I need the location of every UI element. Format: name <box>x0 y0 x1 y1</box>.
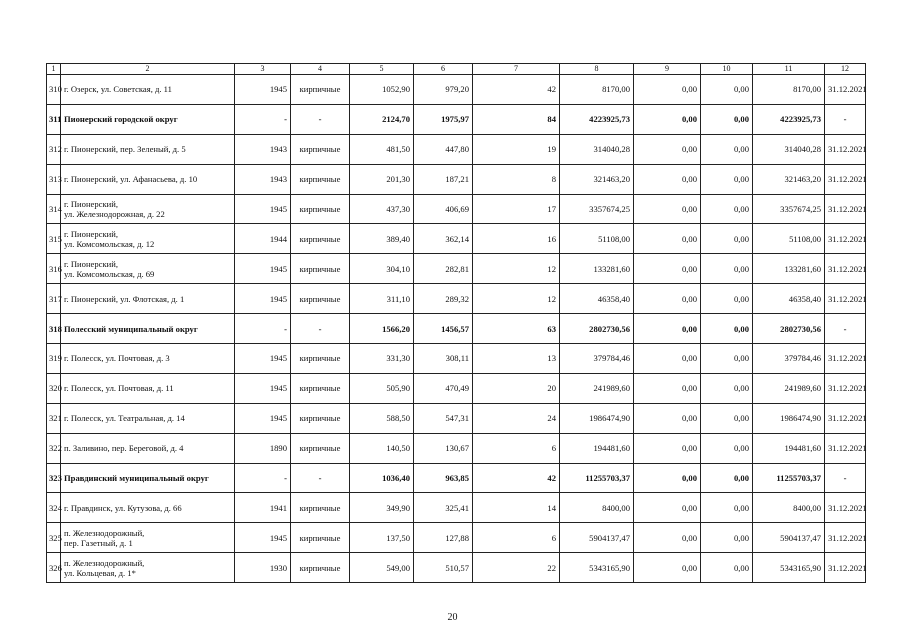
deadline-cell: - <box>825 463 866 493</box>
total-cost-cell: 8170,00 <box>560 75 634 105</box>
address-cell: Полесский муниципальный округ <box>61 314 235 344</box>
column-number: 7 <box>473 64 560 75</box>
table-row <box>47 254 866 284</box>
residents-cell: 6 <box>473 523 560 553</box>
regional-budget-cell: 0,00 <box>701 194 753 224</box>
residents-cell: 20 <box>473 373 560 403</box>
column-number: 4 <box>291 64 350 75</box>
year-cell: 1945 <box>235 373 291 403</box>
total-area-cell: 437,30 <box>350 194 414 224</box>
total-area-cell: 201,30 <box>350 164 414 194</box>
subtotal-row <box>47 314 866 344</box>
residents-cell: 17 <box>473 194 560 224</box>
deadline-cell: 31.12.2021 <box>825 433 866 463</box>
total-area-cell: 137,50 <box>350 523 414 553</box>
local-budget-cell: 1986474,90 <box>753 403 825 433</box>
row-number-cell: 314 <box>47 194 61 224</box>
regional-budget-cell: 0,00 <box>701 433 753 463</box>
fund-cost-cell: 0,00 <box>634 433 701 463</box>
year-cell: 1930 <box>235 553 291 583</box>
year-cell: 1945 <box>235 194 291 224</box>
address-cell: г. Полесск, ул. Почтовая, д. 3 <box>61 344 235 374</box>
regional-budget-cell: 0,00 <box>701 284 753 314</box>
regional-budget-cell: 0,00 <box>701 553 753 583</box>
wall-material-cell: кирпичные <box>291 164 350 194</box>
year-cell: - <box>235 314 291 344</box>
row-number-cell: 322 <box>47 433 61 463</box>
row-number-cell: 312 <box>47 134 61 164</box>
residents-cell: 24 <box>473 403 560 433</box>
deadline-cell: 31.12.2021 <box>825 493 866 523</box>
total-area-cell: 505,90 <box>350 373 414 403</box>
address-cell: г. Полесск, ул. Театральная, д. 14 <box>61 403 235 433</box>
local-budget-cell: 46358,40 <box>753 284 825 314</box>
year-cell: 1945 <box>235 344 291 374</box>
regional-budget-cell: 0,00 <box>701 403 753 433</box>
fund-cost-cell: 0,00 <box>634 314 701 344</box>
address-cell: г. Озерск, ул. Советская, д. 11 <box>61 75 235 105</box>
table-row <box>47 344 866 374</box>
fund-cost-cell: 0,00 <box>634 344 701 374</box>
living-area-cell: 362,14 <box>414 224 473 254</box>
total-area-cell: 140,50 <box>350 433 414 463</box>
row-number-cell: 311 <box>47 104 61 134</box>
total-area-cell: 304,10 <box>350 254 414 284</box>
year-cell: 1890 <box>235 433 291 463</box>
wall-material-cell: кирпичные <box>291 224 350 254</box>
fund-cost-cell: 0,00 <box>634 553 701 583</box>
total-area-cell: 311,10 <box>350 284 414 314</box>
total-area-cell: 389,40 <box>350 224 414 254</box>
address-cell: г. Пионерский, ул. Флотская, д. 1 <box>61 284 235 314</box>
deadline-cell: 31.12.2021 <box>825 344 866 374</box>
table-row <box>47 373 866 403</box>
table-row <box>47 194 866 224</box>
column-number: 1 <box>47 64 61 75</box>
local-budget-cell: 11255703,37 <box>753 463 825 493</box>
wall-material-cell: - <box>291 314 350 344</box>
deadline-cell: 31.12.2021 <box>825 403 866 433</box>
subtotal-row <box>47 463 866 493</box>
living-area-cell: 470,49 <box>414 373 473 403</box>
residents-cell: 16 <box>473 224 560 254</box>
living-area-cell: 963,85 <box>414 463 473 493</box>
row-number-cell: 319 <box>47 344 61 374</box>
local-budget-cell: 51108,00 <box>753 224 825 254</box>
address-cell: Правдинский муниципальный округ <box>61 463 235 493</box>
year-cell: 1943 <box>235 134 291 164</box>
residents-cell: 63 <box>473 314 560 344</box>
regional-budget-cell: 0,00 <box>701 134 753 164</box>
fund-cost-cell: 0,00 <box>634 104 701 134</box>
row-number-cell: 325 <box>47 523 61 553</box>
regional-budget-cell: 0,00 <box>701 373 753 403</box>
regional-budget-cell: 0,00 <box>701 493 753 523</box>
table-row <box>47 164 866 194</box>
deadline-cell: 31.12.2021 <box>825 284 866 314</box>
year-cell: - <box>235 104 291 134</box>
local-budget-cell: 241989,60 <box>753 373 825 403</box>
total-area-cell: 481,50 <box>350 134 414 164</box>
residents-cell: 12 <box>473 254 560 284</box>
living-area-cell: 979,20 <box>414 75 473 105</box>
total-area-cell: 349,90 <box>350 493 414 523</box>
wall-material-cell: кирпичные <box>291 523 350 553</box>
total-area-cell: 331,30 <box>350 344 414 374</box>
column-number-row <box>47 64 866 75</box>
table-row <box>47 224 866 254</box>
column-number: 5 <box>350 64 414 75</box>
column-number: 8 <box>560 64 634 75</box>
living-area-cell: 130,67 <box>414 433 473 463</box>
table-row <box>47 523 866 553</box>
regional-budget-cell: 0,00 <box>701 523 753 553</box>
row-number-cell: 318 <box>47 314 61 344</box>
local-budget-cell: 4223925,73 <box>753 104 825 134</box>
wall-material-cell: кирпичные <box>291 284 350 314</box>
deadline-cell: 31.12.2021 <box>825 164 866 194</box>
living-area-cell: 406,69 <box>414 194 473 224</box>
deadline-cell: - <box>825 314 866 344</box>
total-area-cell: 1052,90 <box>350 75 414 105</box>
wall-material-cell: кирпичные <box>291 194 350 224</box>
column-number: 12 <box>825 64 866 75</box>
row-number-cell: 313 <box>47 164 61 194</box>
total-cost-cell: 5904137,47 <box>560 523 634 553</box>
address-cell: Пионерский городской округ <box>61 104 235 134</box>
table-row <box>47 284 866 314</box>
page-number: 20 <box>447 612 458 623</box>
total-cost-cell: 321463,20 <box>560 164 634 194</box>
row-number-cell: 324 <box>47 493 61 523</box>
year-cell: 1943 <box>235 164 291 194</box>
year-cell: 1945 <box>235 75 291 105</box>
deadline-cell: 31.12.2021 <box>825 134 866 164</box>
total-cost-cell: 379784,46 <box>560 344 634 374</box>
year-cell: 1945 <box>235 523 291 553</box>
address-cell: г. Пионерский, ул. Комсомольская, д. 69 <box>61 254 235 284</box>
table-row <box>47 403 866 433</box>
local-budget-cell: 133281,60 <box>753 254 825 284</box>
row-number-cell: 315 <box>47 224 61 254</box>
row-number-cell: 320 <box>47 373 61 403</box>
fund-cost-cell: 0,00 <box>634 403 701 433</box>
regional-budget-cell: 0,00 <box>701 75 753 105</box>
living-area-cell: 547,31 <box>414 403 473 433</box>
local-budget-cell: 194481,60 <box>753 433 825 463</box>
living-area-cell: 289,32 <box>414 284 473 314</box>
regional-budget-cell: 0,00 <box>701 104 753 134</box>
residents-cell: 14 <box>473 493 560 523</box>
local-budget-cell: 8400,00 <box>753 493 825 523</box>
wall-material-cell: кирпичные <box>291 493 350 523</box>
table-row <box>47 134 866 164</box>
column-number: 2 <box>61 64 235 75</box>
deadline-cell: 31.12.2021 <box>825 194 866 224</box>
wall-material-cell: кирпичные <box>291 373 350 403</box>
local-budget-cell: 321463,20 <box>753 164 825 194</box>
housing-table <box>46 63 866 583</box>
fund-cost-cell: 0,00 <box>634 134 701 164</box>
year-cell: 1945 <box>235 284 291 314</box>
residents-cell: 19 <box>473 134 560 164</box>
column-number: 6 <box>414 64 473 75</box>
wall-material-cell: кирпичные <box>291 553 350 583</box>
deadline-cell: 31.12.2021 <box>825 553 866 583</box>
wall-material-cell: кирпичные <box>291 403 350 433</box>
column-number: 9 <box>634 64 701 75</box>
regional-budget-cell: 0,00 <box>701 164 753 194</box>
year-cell: 1945 <box>235 254 291 284</box>
living-area-cell: 187,21 <box>414 164 473 194</box>
total-cost-cell: 11255703,37 <box>560 463 634 493</box>
local-budget-cell: 5904137,47 <box>753 523 825 553</box>
wall-material-cell: кирпичные <box>291 75 350 105</box>
total-cost-cell: 46358,40 <box>560 284 634 314</box>
address-cell: п. Заливино, пер. Береговой, д. 4 <box>61 433 235 463</box>
fund-cost-cell: 0,00 <box>634 194 701 224</box>
local-budget-cell: 379784,46 <box>753 344 825 374</box>
fund-cost-cell: 0,00 <box>634 463 701 493</box>
fund-cost-cell: 0,00 <box>634 224 701 254</box>
regional-budget-cell: 0,00 <box>701 344 753 374</box>
column-number: 3 <box>235 64 291 75</box>
total-cost-cell: 2802730,56 <box>560 314 634 344</box>
total-area-cell: 549,00 <box>350 553 414 583</box>
total-cost-cell: 241989,60 <box>560 373 634 403</box>
year-cell: 1945 <box>235 403 291 433</box>
total-cost-cell: 51108,00 <box>560 224 634 254</box>
total-cost-cell: 194481,60 <box>560 433 634 463</box>
total-cost-cell: 1986474,90 <box>560 403 634 433</box>
year-cell: 1941 <box>235 493 291 523</box>
fund-cost-cell: 0,00 <box>634 493 701 523</box>
total-area-cell: 1566,20 <box>350 314 414 344</box>
table-row <box>47 433 866 463</box>
table-row <box>47 75 866 105</box>
fund-cost-cell: 0,00 <box>634 523 701 553</box>
residents-cell: 42 <box>473 75 560 105</box>
living-area-cell: 447,80 <box>414 134 473 164</box>
residents-cell: 12 <box>473 284 560 314</box>
address-cell: г. Пионерский, ул. Железнодорожная, д. 22 <box>61 194 235 224</box>
subtotal-row <box>47 104 866 134</box>
column-number: 11 <box>753 64 825 75</box>
living-area-cell: 325,41 <box>414 493 473 523</box>
living-area-cell: 1975,97 <box>414 104 473 134</box>
fund-cost-cell: 0,00 <box>634 284 701 314</box>
wall-material-cell: - <box>291 104 350 134</box>
total-cost-cell: 4223925,73 <box>560 104 634 134</box>
table-body <box>47 64 866 583</box>
living-area-cell: 1456,57 <box>414 314 473 344</box>
deadline-cell: - <box>825 104 866 134</box>
row-number-cell: 310 <box>47 75 61 105</box>
address-cell: п. Железнодорожный, ул. Кольцевая, д. 1* <box>61 553 235 583</box>
total-cost-cell: 8400,00 <box>560 493 634 523</box>
wall-material-cell: - <box>291 463 350 493</box>
row-number-cell: 317 <box>47 284 61 314</box>
fund-cost-cell: 0,00 <box>634 75 701 105</box>
address-cell: г. Пионерский, ул. Афанасьева, д. 10 <box>61 164 235 194</box>
total-cost-cell: 314040,28 <box>560 134 634 164</box>
address-cell: п. Железнодорожный, пер. Газетный, д. 1 <box>61 523 235 553</box>
local-budget-cell: 314040,28 <box>753 134 825 164</box>
residents-cell: 6 <box>473 433 560 463</box>
fund-cost-cell: 0,00 <box>634 164 701 194</box>
total-area-cell: 1036,40 <box>350 463 414 493</box>
column-number: 10 <box>701 64 753 75</box>
local-budget-cell: 8170,00 <box>753 75 825 105</box>
regional-budget-cell: 0,00 <box>701 224 753 254</box>
table-row <box>47 493 866 523</box>
deadline-cell: 31.12.2021 <box>825 254 866 284</box>
local-budget-cell: 2802730,56 <box>753 314 825 344</box>
deadline-cell: 31.12.2021 <box>825 373 866 403</box>
living-area-cell: 510,57 <box>414 553 473 583</box>
address-cell: г. Пионерский, ул. Комсомольская, д. 12 <box>61 224 235 254</box>
living-area-cell: 127,88 <box>414 523 473 553</box>
total-area-cell: 2124,70 <box>350 104 414 134</box>
wall-material-cell: кирпичные <box>291 344 350 374</box>
deadline-cell: 31.12.2021 <box>825 224 866 254</box>
wall-material-cell: кирпичные <box>291 134 350 164</box>
regional-budget-cell: 0,00 <box>701 314 753 344</box>
wall-material-cell: кирпичные <box>291 433 350 463</box>
wall-material-cell: кирпичные <box>291 254 350 284</box>
residents-cell: 84 <box>473 104 560 134</box>
table-row <box>47 553 866 583</box>
local-budget-cell: 5343165,90 <box>753 553 825 583</box>
regional-budget-cell: 0,00 <box>701 254 753 284</box>
total-cost-cell: 133281,60 <box>560 254 634 284</box>
regional-budget-cell: 0,00 <box>701 463 753 493</box>
row-number-cell: 323 <box>47 463 61 493</box>
local-budget-cell: 3357674,25 <box>753 194 825 224</box>
year-cell: 1944 <box>235 224 291 254</box>
deadline-cell: 31.12.2021 <box>825 75 866 105</box>
row-number-cell: 321 <box>47 403 61 433</box>
row-number-cell: 326 <box>47 553 61 583</box>
total-cost-cell: 3357674,25 <box>560 194 634 224</box>
row-number-cell: 316 <box>47 254 61 284</box>
residents-cell: 22 <box>473 553 560 583</box>
living-area-cell: 308,11 <box>414 344 473 374</box>
total-area-cell: 588,50 <box>350 403 414 433</box>
year-cell: - <box>235 463 291 493</box>
address-cell: г. Полесск, ул. Почтовая, д. 11 <box>61 373 235 403</box>
address-cell: г. Правдинск, ул. Кутузова, д. 66 <box>61 493 235 523</box>
residents-cell: 42 <box>473 463 560 493</box>
living-area-cell: 282,81 <box>414 254 473 284</box>
deadline-cell: 31.12.2021 <box>825 523 866 553</box>
fund-cost-cell: 0,00 <box>634 373 701 403</box>
residents-cell: 13 <box>473 344 560 374</box>
residents-cell: 8 <box>473 164 560 194</box>
total-cost-cell: 5343165,90 <box>560 553 634 583</box>
address-cell: г. Пионерский, пер. Зеленый, д. 5 <box>61 134 235 164</box>
fund-cost-cell: 0,00 <box>634 254 701 284</box>
